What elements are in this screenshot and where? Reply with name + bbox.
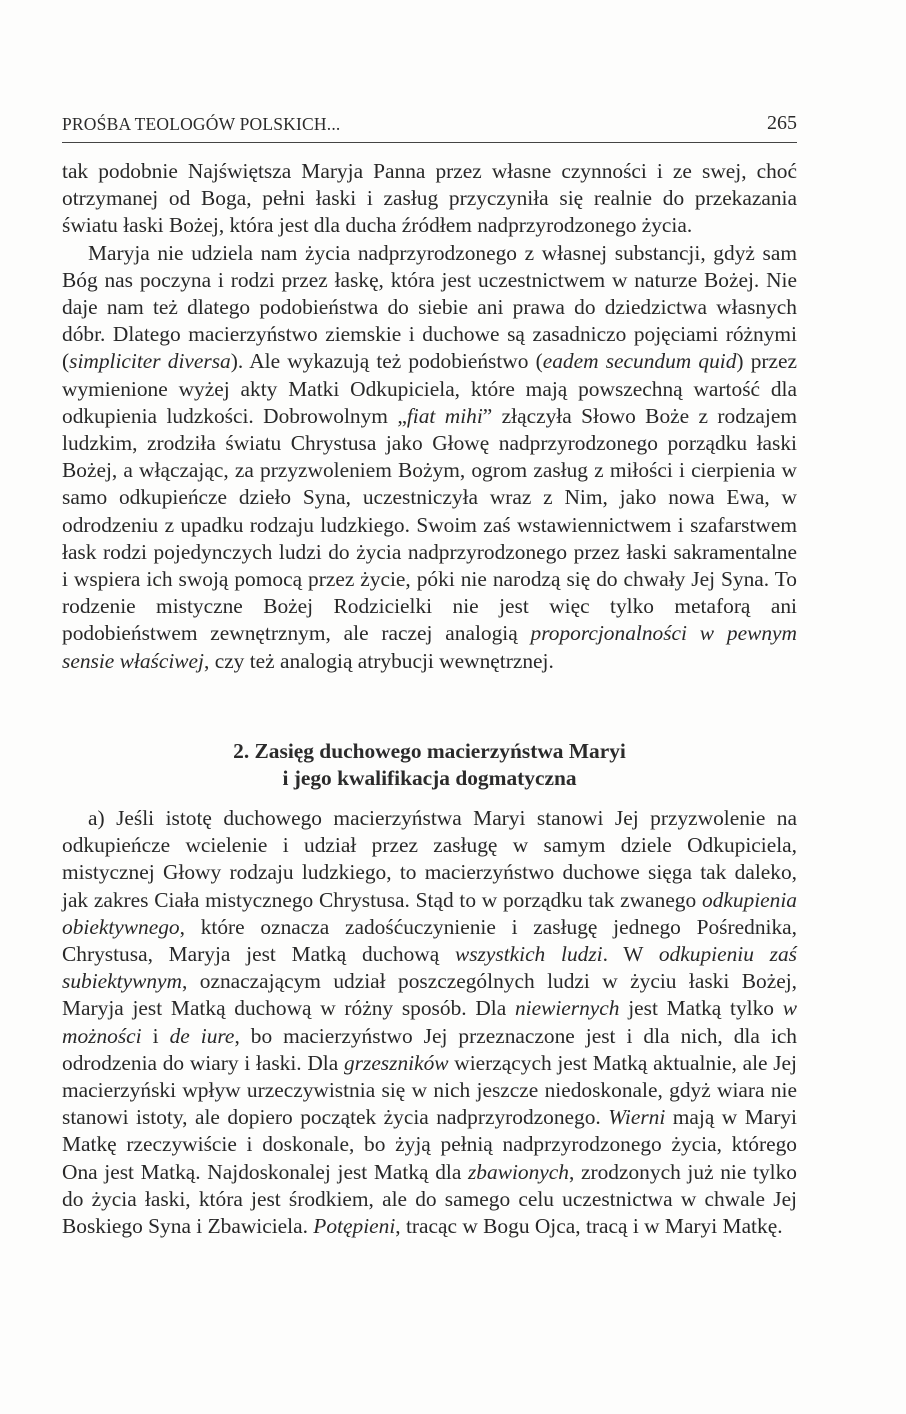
text-run: a) Jeśli istotę duchowego macierzyństwa Maryi stanowi Jej przyzwolenie na odkupieńcze wcielenie i udział przez zasługę w samym dziele Odkupiciela, mistycznej Głowy rodzaju ludzkiego, to macierzyństwo duchowe sięga tak daleko, jak zakres Ciała mistycznego Chrystusa. Stąd to w porządku tak zwanego bbox=[62, 806, 797, 912]
text-run: . W bbox=[602, 942, 659, 967]
emphasis-in-potency: w możności bbox=[62, 996, 798, 1048]
text-run: mają w Maryi Matkę rzeczywiście i doskonale, bo żyją pełnią nadprzyrodzonego życia, którego Ona jest Matką. Najdoskonalej jest Matką dla bbox=[62, 1105, 797, 1184]
latin-term-eadem-secundum-quid: eadem secundum quid bbox=[542, 349, 737, 374]
page-number: 265 bbox=[767, 112, 797, 134]
text-run: ” złączyła Słowo Boże z rodzajem ludzkim, zrodziła światu Chrystusa jako Głowę nadprzyrodzonego porządku łaski Bożej, a włączając, za przyzwoleniem Bożym, ogrom zasług z miłości i cierpienia w samo odkupieńcze dzieło Syna, uczestniczyła wraz z Nim, jako nowa Ewa, w odrodzeniu z upadku rodzaju ludzkiego. Swoim zaś wstawiennictwem i szafarstwem łask rodzi pojedynczych ludzi do życia nadprzyrodzonego przez łaski sakramentalne i wspiera ich swoją pomocą przez życie, póki nie narodzą się do chwały Jej Syna. To rodzenie mistyczne Bożej Rodzicielki nie jest więc tylko metaforą ani podobieństwem zewnętrznym, ale raczej analogią bbox=[62, 403, 797, 646]
emphasis-all-people: wszystkich ludzi bbox=[454, 942, 603, 967]
page-header bbox=[62, 112, 797, 143]
text-run: wierzących jest Matką aktualnie, ale Jej macierzyński wpływ urzeczywistnia się w nich jeszcze niedoskonale, gdyż wiara nie stanowi istoty, ale dopiero początek życia nadprzyrodzonego. bbox=[62, 1050, 797, 1130]
emphasis-sinners: grzeszników bbox=[343, 1050, 449, 1075]
emphasis-objective-redemption: odkupienia obiektywnego bbox=[62, 887, 797, 939]
section-2-heading bbox=[62, 738, 797, 792]
text-run: , które oznacza zadośćuczynienie i zasługę jednego Pośrednika, Chrystusa, Maryja jest Matką duchową bbox=[62, 914, 797, 967]
text-run: ) przez wymienione wyżej akty Matki Odkupiciela, które mają powszechną wartość dla odkupienia ludzkości. Dobrowolnym „ bbox=[62, 349, 797, 428]
text-run: , tracąc w Bogu Ojca, tracą i w Maryi Matkę. bbox=[395, 1214, 783, 1239]
paragraph-motherhood-analogy bbox=[62, 240, 797, 675]
latin-term-de-iure: de iure bbox=[169, 1023, 235, 1048]
text-run: , zrodzonych już nie tylko do życia łaski, która jest środkiem, ale do samego celu uczestnictwa w chwale Jej Boskiego Syna i Zbawiciela. bbox=[62, 1159, 797, 1239]
emphasis-faithful: Wierni bbox=[608, 1105, 666, 1130]
emphasis-proportionality: proporcjonalności w pewnym sensie właściwej bbox=[62, 621, 797, 673]
heading-line-2: i jego kwalifikacja dogmatyczna bbox=[282, 766, 577, 790]
latin-term-simpliciter-diversa: simpliciter diversa bbox=[69, 349, 231, 374]
emphasis-damned: Potępieni bbox=[313, 1214, 396, 1239]
emphasis-unbelievers: niewiernych bbox=[514, 996, 620, 1021]
text-run: , bo macierzyństwo Jej przeznaczone jest i dla nich, dla ich odrodzenia do wiary i łaski. Dla bbox=[62, 1023, 798, 1075]
text-run: Maryja nie udziela nam życia nadprzyrodzonego z własnej substancji, gdyż sam Bóg nas poczyna i rodzi przez łaskę, która jest uczestnictwem w naturze Bożej. Nie daje nam też dlatego podobieństwa do siebie ani prawa do dziedzictwa własnych dóbr. Dlatego macierzyństwo ziemskie i duchowe są zasadniczo pojęciami różnymi ( bbox=[62, 240, 797, 374]
running-head: PROŚBA TEOLOGÓW POLSKICH... bbox=[62, 114, 341, 134]
text-run: , czy też analogią atrybucji wewnętrznej. bbox=[204, 648, 554, 673]
emphasis-subjective-redemption: odkupieniu zaś subiektywnym bbox=[62, 942, 797, 994]
paragraph-scope-of-motherhood bbox=[62, 805, 797, 1240]
section-2-body bbox=[62, 805, 797, 1240]
heading-line-1: 2. Zasięg duchowego macierzyństwa Maryi bbox=[233, 739, 626, 763]
latin-term-fiat-mihi: fiat mihi bbox=[406, 403, 483, 428]
section-1-body bbox=[62, 158, 797, 675]
text-run: ). Ale wykazują też podobieństwo ( bbox=[230, 349, 543, 374]
emphasis-saved: zbawionych bbox=[467, 1159, 569, 1184]
text-run: jest Matką tylko bbox=[619, 996, 783, 1021]
paragraph-continuation: tak podobnie Najświętsza Maryja Panna przez własne czynności i ze swej, choć otrzymanej od Boga, pełni łaski i zasług przyczyniła się realnie do przekazania światu łaski Bożej, która jest dla ducha źródłem nadprzyrodzonego życia. bbox=[62, 159, 797, 238]
text-run: , oznaczającym udział poszczególnych ludzi w życiu łaski Bożej, Maryja jest Matką duchową w różny sposób. Dla bbox=[62, 969, 797, 1021]
text-run: i bbox=[141, 1023, 170, 1048]
